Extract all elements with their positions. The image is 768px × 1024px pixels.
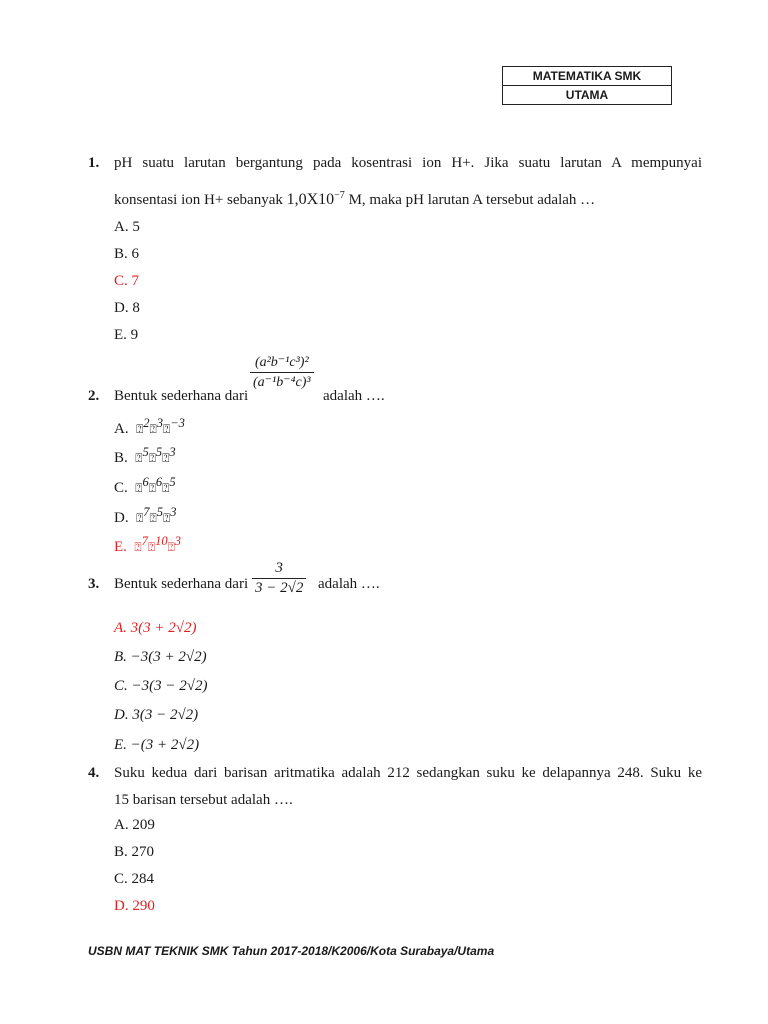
missing-glyph-icon: ⍰	[149, 511, 157, 525]
q2-b-exp-2: 5	[155, 445, 163, 459]
q2-e-exp-2: 10	[155, 534, 168, 548]
missing-glyph-icon: ⍰	[135, 481, 143, 495]
question-2-number: 2.	[88, 388, 100, 404]
q2-option-c-letter: C.	[114, 480, 128, 496]
q2-a-exp-1: 2	[143, 416, 150, 430]
q3-option-e: E. −(3 + 2√2)	[114, 737, 200, 753]
concentration-exponent: −7	[334, 190, 345, 201]
question-3-fraction	[252, 560, 306, 597]
question-3-number: 3.	[88, 576, 100, 592]
q2-option-d-letter: D.	[114, 510, 129, 526]
q2-fraction-numerator: (a²b⁻¹c³)²	[250, 354, 314, 373]
missing-glyph-icon: ⍰	[147, 540, 156, 554]
q1-option-c-answer: C. 7	[114, 273, 140, 289]
subject-label: MATEMATIKA SMK	[532, 69, 642, 83]
concentration-value	[287, 191, 345, 208]
q2-c-exp-3: 5	[169, 475, 176, 489]
question-4-line-2: 15 barisan tersebut adalah ….	[114, 792, 293, 808]
missing-glyph-icon: ⍰	[167, 540, 175, 554]
q3-option-a-answer: A. 3(3 + 2√2)	[114, 620, 197, 636]
question-2-fraction	[250, 354, 314, 391]
q2-e-exp-3: 3	[174, 534, 182, 548]
q4-option-d-answer: D. 290	[114, 898, 155, 914]
q2-d-exp-3: 3	[170, 505, 177, 519]
question-1-line-2	[114, 190, 595, 209]
missing-glyph-icon: ⍰	[163, 511, 171, 525]
question-1-line-2-start: konsentasi ion H+ sebanyak	[114, 192, 283, 208]
q2-c-exp-2: 6	[155, 475, 163, 489]
question-2-prefix: Bentuk sederhana dari	[114, 388, 249, 404]
question-4-number: 4.	[88, 765, 100, 781]
missing-glyph-icon: ⍰	[136, 511, 144, 525]
q2-c-exp-1: 6	[142, 475, 149, 489]
q2-d-exp-1: 7	[143, 505, 150, 519]
missing-glyph-icon: ⍰	[149, 422, 157, 436]
concentration-base: 1,0X10	[286, 191, 335, 208]
q3-option-c: C. −3(3 − 2√2)	[114, 678, 208, 694]
exam-type-label: UTAMA	[503, 85, 671, 104]
q1-option-b: B. 6	[114, 246, 140, 262]
q2-e-exp-1: 7	[141, 534, 148, 548]
q2-fraction-denominator: (a⁻¹b⁻⁴c)³	[253, 375, 311, 390]
q2-option-b	[114, 445, 176, 467]
q2-option-d	[114, 505, 176, 527]
q2-b-exp-1: 5	[142, 445, 149, 459]
q2-option-e-letter: E.	[114, 539, 127, 555]
page-footer: USBN MAT TEKNIK SMK Tahun 2017-2018/K2006/Kota Surabaya/Utama	[88, 944, 495, 958]
q2-a-exp-2: 3	[156, 416, 163, 430]
question-2-suffix: adalah ….	[323, 388, 385, 404]
missing-glyph-icon: ⍰	[134, 540, 142, 554]
question-4-line-1: Suku kedua dari barisan aritmatika adalah 212 sedangkan suku ke delapannya 248. Suku ke	[114, 765, 702, 781]
q2-d-exp-2: 5	[156, 505, 163, 519]
missing-glyph-icon: ⍰	[148, 451, 156, 465]
missing-glyph-icon: ⍰	[162, 451, 170, 465]
q1-option-d: D. 8	[114, 300, 140, 316]
q3-option-b: B. −3(3 + 2√2)	[114, 649, 207, 665]
q1-option-e: E. 9	[114, 327, 139, 343]
missing-glyph-icon: ⍰	[162, 481, 170, 495]
q3-fraction-denominator: 3 − 2√2	[255, 580, 304, 596]
q2-option-c	[114, 475, 176, 497]
q2-a-exp-3: −3	[170, 416, 185, 430]
q2-option-e-answer	[114, 534, 181, 556]
q4-option-b: B. 270	[114, 844, 155, 860]
question-1-number: 1.	[88, 155, 100, 171]
q3-fraction-numerator: 3	[252, 560, 306, 579]
missing-glyph-icon: ⍰	[135, 451, 143, 465]
subject-header-box	[502, 66, 672, 105]
q2-b-exp-3: 3	[169, 445, 176, 459]
missing-glyph-icon: ⍰	[136, 422, 144, 436]
question-1-line-1: pH suatu larutan bergantung pada kosentrasi ion H+. Jika suatu larutan A mempunyai	[114, 155, 702, 171]
question-3-prefix: Bentuk sederhana dari	[114, 576, 249, 592]
q4-option-a: A. 209	[114, 817, 155, 833]
q2-option-b-letter: B.	[114, 450, 128, 466]
q3-option-d: D. 3(3 − 2√2)	[114, 707, 199, 723]
question-3-suffix: adalah ….	[318, 576, 380, 592]
q2-option-a	[114, 416, 185, 438]
missing-glyph-icon: ⍰	[148, 481, 156, 495]
q4-option-c: C. 284	[114, 871, 155, 887]
q1-option-a: A. 5	[114, 219, 140, 235]
question-1-line-2-end: M, maka pH larutan A tersebut adalah …	[348, 192, 596, 208]
missing-glyph-icon: ⍰	[163, 422, 171, 436]
q2-option-a-letter: A.	[114, 421, 129, 437]
